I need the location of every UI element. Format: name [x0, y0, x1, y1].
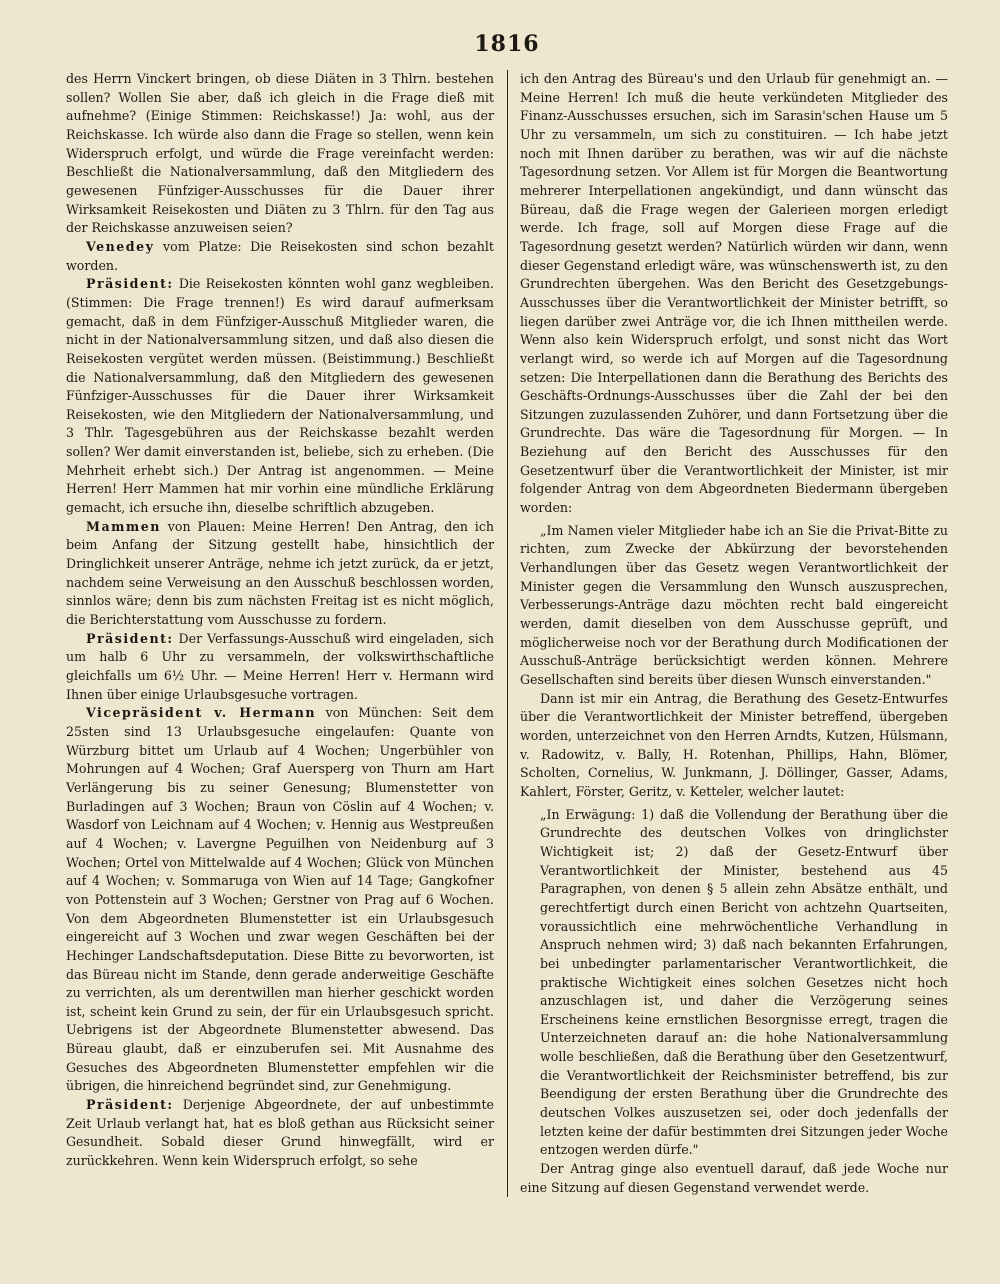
- speaker-name: Vicepräsident v. Hermann: [86, 705, 317, 721]
- speaker-name: Venedey: [86, 238, 155, 254]
- speech-paragraph: [66, 630, 494, 705]
- speaker-name: Präsident:: [86, 276, 174, 292]
- speech-paragraph: [66, 1096, 494, 1171]
- left-column: [66, 70, 494, 1197]
- speech-text: Die Reisekosten könnten wohl ganz wegbleiben. (Stimmen: Die Frage trennen!) Es wird darauf aufmerksam gemacht, daß in dem Fünfziger-Ausschuß Mitglieder waren, die nicht in der Nationalversammlung sitzen, und daß also diesen die Reisekosten vergütet werden müssen. (Beistimmung.) Beschließt die Nationalversammlung, daß den Mitgliedern des gewesenen Fünfziger-Ausschusses für die Dauer ihrer Wirksamkeit Reisekosten, wie den Mitgliedern der Nationalversammlung, und 3 Thlr. Tagesgebühren aus der Reichskasse bezahlt werden sollen? Wer damit einverstanden ist, beliebe, sich zu erheben. (Die Mehrheit erhebt sich.) Der Antrag ist angenommen. — Meine Herren! Herr Mammen hat mir vorhin eine mündliche Erklärung gemacht, ich ersuche ihn, dieselbe schriftlich abzugeben.: [66, 276, 494, 516]
- body-paragraph: Der Antrag ginge also eventuell darauf, daß jede Woche nur eine Sitzung auf diesen Gegenstand verwendet werde.: [520, 1161, 948, 1195]
- body-paragraph: „Im Namen vieler Mitglieder habe ich an Sie die Privat-Bitte zu richten, zum Zwecke der Abkürzung der bevorstehenden Verhandlungen über das Gesetz wegen Verantwortlichkeit der Minister gegen die Versammlung den Wunsch auszusprechen, Verbesserungs-Anträge dazu möchten recht bald eingereicht werden, damit dieselben von dem Ausschusse geprüft, und möglicherweise noch vor der Berathung durch Modificationen der Ausschuß-Anträge berücksichtigt werden können. Mehrere Gesellschaften sind bereits über diesen Wunsch einverstanden.": [520, 522, 948, 687]
- body-paragraph: Dann ist mir ein Antrag, die Berathung des Gesetz-Entwurfes über die Verantwortlichkeit der Minister betreffend, übergeben worden, unterzeichnet von den Herren Arndts, Kutzen, Hülsmann, v. Radowitz, v. Bally, H. Rotenhan, Phillips, Hahn, Blömer, Scholten, Cornelius, W. Junkmann, J. Döllinger, Gasser, Adams, Kahlert, Förster, Geritz, v. Ketteler, welcher lautet:: [520, 690, 948, 799]
- speech-text: Der Verfassungs-Ausschuß wird eingeladen, sich um halb 6 Uhr zu versammeln, der volkswirthschaftliche gleichfalls um 6½ Uhr. — Meine Herren! Herr v. Hermann wird Ihnen über einige Urlaubsgesuche vortragen.: [66, 630, 494, 702]
- speech-text: von Plauen: Meine Herren! Den Antrag, den ich beim Anfang der Sitzung gestellt habe, hinsichtlich der Dringlichkeit unserer Anträge, nehme ich jetzt zurück, da er jetzt, nachdem seine Verweisung an den Ausschuß beschlossen worden, sinnlos wäre; denn bis zum nächsten Freitag ist es nicht möglich, die Berichterstattung vom Ausschusse zu fordern.: [66, 518, 494, 628]
- speech-paragraph: [66, 518, 494, 630]
- speech-text: vom Platze: Die Reisekosten sind schon bezahlt worden.: [66, 238, 494, 273]
- body-paragraph: ich den Antrag des Büreau's und den Urlaub für genehmigt an. — Meine Herren! Ich muß die heute verkündeten Mitglieder des Finanz-Ausschusses ersuchen, sich im Sarasin'schen Hause um 5 Uhr zu versammeln, um sich zu constituiren. — Ich habe jetzt noch mit Ihnen darüber zu berathen, was wir auf die nächste Tagesordnung setzen. Vor Allem ist für Morgen die Beantwortung mehrerer Interpellationen angekündigt, und dann wünscht das Büreau, daß die Frage wegen der Galerieen morgen erledigt werde. Ich frage, soll auf Morgen diese Frage auf die Tagesordnung gesetzt werden? Natürlich würden wir dann, wenn dieser Gegenstand erledigt wäre, was wünschenswerth ist, zu den Grundrechten übergehen. Was den Bericht des Gesetzgebungs-Ausschusses über die Verantwortlichkeit der Minister betrifft, so liegen darüber zwei Anträge vor, die ich Ihnen mittheilen werde. Wenn also kein Widerspruch erfolgt, und sonst nicht das Wort verlangt wird, so werde ich auf Morgen auf die Tagesordnung setzen: Die Interpellationen dann die Berathung des Berichts des Geschäfts-Ordnungs-Ausschusses über die Zahl der bei den Sitzungen zuzulassenden Zuhörer, und dann Fortsetzung über die Grundrechte. Das wäre die Tagesordnung für Morgen. — In Beziehung auf den Bericht des Ausschusses für den Gesetzentwurf über die Verantwortlichkeit der Minister, ist mir folgender Antrag von dem Abgeordneten Biedermann übergeben worden:: [520, 71, 948, 516]
- speaker-name: Mammen: [86, 518, 161, 534]
- speech-paragraph: [66, 238, 494, 275]
- page-number: 1816: [474, 31, 540, 57]
- column-divider: [507, 70, 508, 1197]
- speech-text: Derjenige Abgeordnete, der auf unbestimmte Zeit Urlaub verlangt hat, hat es bloß gethan aus Rücksicht seiner Gesundheit. Sobald dieser Grund hinwegfällt, wird er zurückkehren. Wenn kein Widerspruch erfolgt, so sehe: [66, 1097, 494, 1169]
- speaker-name: Präsident:: [86, 630, 174, 646]
- speech-paragraph: [66, 704, 494, 1096]
- body-paragraph: des Herrn Vinckert bringen, ob diese Diäten in 3 Thlrn. bestehen sollen? Wollen Sie aber, daß ich gleich in die Frage dieß mit aufnehme? (Einige Stimmen: Reichskasse!) Ja: wohl, aus der Reichskasse. Ich würde also dann die Frage so stellen, wenn kein Widerspruch erfolgt, und würde die Frage vereinfacht werden: Beschließt die Nationalversammlung, daß den Mitgliedern des gewesenen Fünfziger-Ausschusses für die Dauer ihrer Wirksamkeit Reisekosten und Diäten zu 3 Thlrn. für den Tag aus der Reichskasse anzuweisen seien?: [66, 71, 494, 236]
- quoted-motion: „In Erwägung: 1) daß die Vollendung der Berathung über die Grundrechte des deutschen Volkes von dringlichster Wichtigkeit ist; 2) daß der Gesetz-Entwurf über Verantwortlichkeit der Minister, bestehend aus 45 Paragraphen, von denen § 5 allein zehn Absätze enthält, und gerechtfertigt durch einen Bericht von achtzehn Quartseiten, voraussichtlich eine mehrwöchentliche Verhandlung in Anspruch nehmen wird; 3) daß nach bekannten Erfahrungen, bei unbedingter parlamentarischer Verantwortlichkeit, die praktische Wichtigkeit eines solchen Gesetzes nicht hoch anzuschlagen ist, und daher die Verzögerung seines Erscheinens keine ernstlichen Besorgnisse erregt, tragen die Unterzeichneten darauf an: die hohe Nationalversammlung wolle beschließen, daß die Berathung über den Gesetzentwurf, die Verantwortlichkeit der Reichsminister betreffend, bis zur Beendigung der ersten Berathung über die Grundrechte des deutschen Volkes auszusetzen sei, oder doch jedenfalls der letzten keine der dafür bestimmten drei Sitzungen jeder Woche entzogen werden dürfe.": [540, 806, 948, 1158]
- text-columns: [66, 70, 948, 1197]
- speech-paragraph: [66, 275, 494, 518]
- right-column: [520, 70, 948, 1197]
- speech-text: von München: Seit dem 25sten sind 13 Urlaubsgesuche eingelaufen: Quante von Würzburg bittet um Urlaub auf 4 Wochen; Ungerbühler von Mohrungen auf 4 Wochen; Graf Auersperg von Thurn am Hart Verlängerung bis zu seiner Genesung; Blumenstetter von Burladingen auf 3 Wochen; Braun von Cöslin auf 4 Wochen; v. Wasdorf von Leichnam auf 4 Wochen; v. Hennig aus Westpreußen auf 4 Wochen; v. Lavergne Peguilhen von Neidenburg auf 3 Wochen; Ortel von Mittelwalde auf 4 Wochen; Glück von München auf 4 Wochen; v. Sommaruga von Wien auf 14 Tage; Gangkofner von Pottenstein auf 3 Wochen; Gerstner von Prag auf 6 Wochen. Von dem Abgeordneten Blumenstetter ist ein Urlaubsgesuch eingereicht auf 3 Wochen und zwar wegen Geschäften bei der Hechinger Landschaftsdeputation. Diese Bitte zu bevorworten, ist das Büreau nicht im Stande, denn gerade anderweitige Geschäfte zu verrichten, als um derentwillen man hierher geschickt worden ist, scheint kein Grund zu sein, der für ein Urlaubsgesuch spricht. Uebrigens ist der Abgeordnete Blumenstetter abwesend. Das Büreau glaubt, daß er einzuberufen sei. Mit Ausnahme des Gesuches des Abgeordneten Blumenstetter empfehlen wir die übrigen, die hinreichend begründet sind, zur Genehmigung.: [66, 705, 494, 1094]
- speaker-name: Präsident:: [86, 1097, 174, 1113]
